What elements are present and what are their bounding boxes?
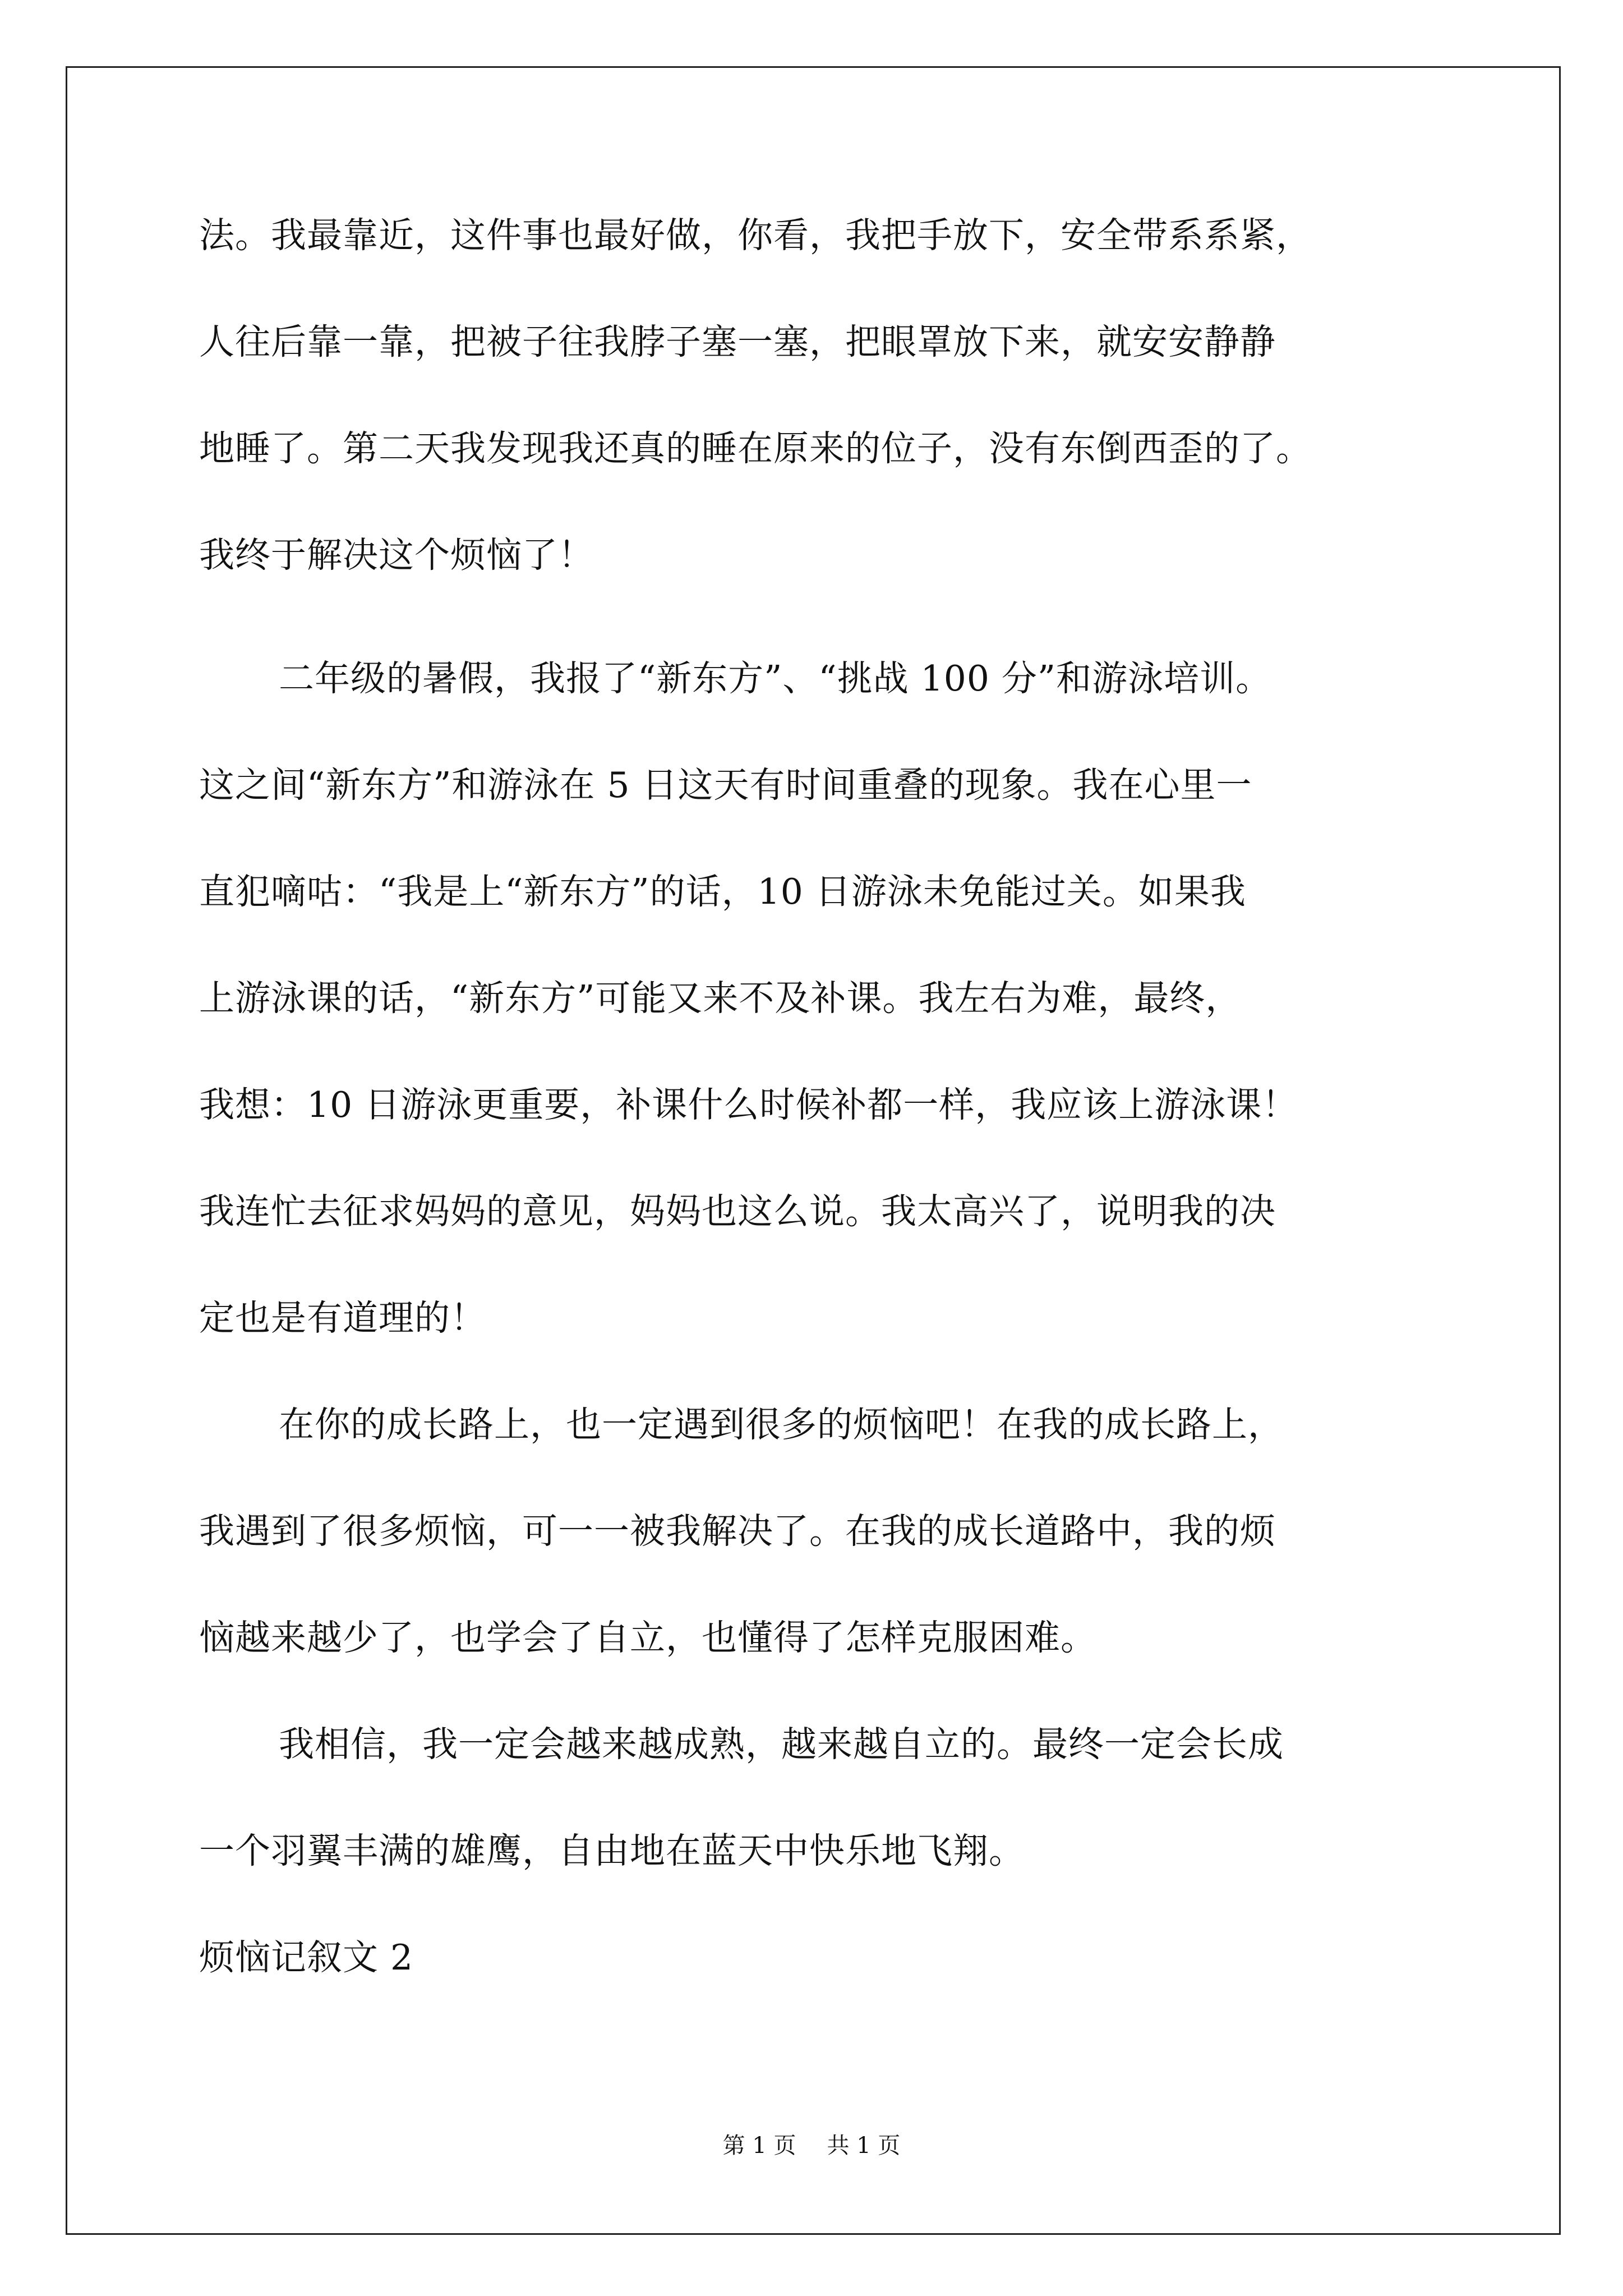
text-line: 直犯嘀咕：“我是上“新东方”的话，10 日游泳未免能过关。如果我 — [199, 871, 1246, 912]
paragraph-first-line: 我相信，我一定会越来越成熟，越来越自立的。最终一定会长成 — [279, 1724, 1284, 1765]
text-line: 一个羽翼丰满的雄鹰，自由地在蓝天中快乐地飞翔。 — [199, 1830, 1025, 1871]
text-line: 这之间“新东方”和游泳在 5 日这天有时间重叠的现象。我在心里一 — [199, 765, 1252, 806]
text-line: 定也是有道理的！ — [199, 1297, 486, 1338]
text-line: 上游泳课的话，“新东方”可能又来不及补课。我左右为难，最终， — [199, 978, 1242, 1019]
page-number-current: 第 1 页 — [722, 2133, 796, 2159]
text-line: 我连忙去征求妈妈的意见，妈妈也这么说。我太高兴了，说明我的决 — [199, 1191, 1276, 1232]
text-line: 我遇到了很多烦恼，可一一被我解决了。在我的成长道路中，我的烦 — [199, 1511, 1276, 1552]
text-line: 我想：10 日游泳更重要，补课什么时候补都一样，我应该上游泳课！ — [199, 1084, 1298, 1125]
text-line: 地睡了。第二天我发现我还真的睡在原来的位子，没有东倒西歪的了。 — [199, 428, 1312, 469]
text-line: 恼越来越少了，也学会了自立，也懂得了怎样克服困难。 — [199, 1617, 1096, 1658]
section-heading: 烦恼记叙文 2 — [199, 1937, 414, 1978]
page-footer — [0, 2132, 1623, 2160]
paragraph-first-line: 在你的成长路上，也一定遇到很多的烦恼吧！在我的成长路上， — [279, 1404, 1284, 1445]
text-line: 人往后靠一靠，把被子往我脖子塞一塞，把眼罩放下来，就安安静静 — [199, 321, 1276, 362]
text-line: 法。我最靠近，这件事也最好做，你看，我把手放下，安全带系系紧， — [199, 215, 1312, 256]
paragraph-first-line: 二年级的暑假，我报了“新东方”、“挑战 100 分”和游泳培训。 — [279, 658, 1272, 699]
page-number-total: 共 1 页 — [827, 2133, 901, 2159]
text-line: 我终于解决这个烦恼了！ — [199, 535, 594, 576]
page-frame — [66, 66, 1561, 2235]
